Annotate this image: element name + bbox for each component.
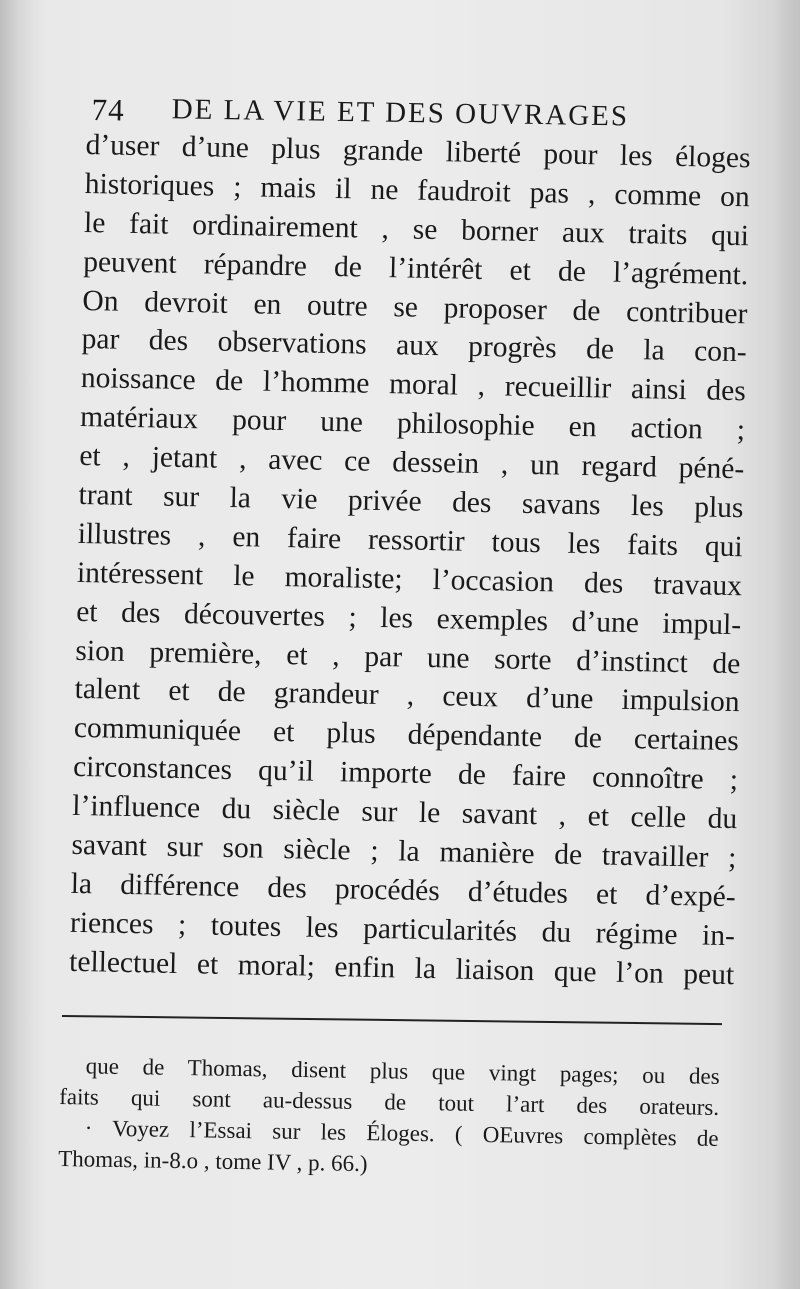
text-line: sion première, et , par une sorte d’instinct de [75, 634, 741, 680]
running-title: DE LA VIE ET DES OUVRAGES [171, 93, 630, 133]
text-line: riences ; toutes les particularités du régime in- [69, 906, 736, 952]
text-line: trant sur la vie privée des savans les plus [78, 478, 744, 525]
text-line: matériaux pour une philosophie en action ; [79, 401, 746, 447]
text-line: par des observations aux progrès de la con- [81, 323, 747, 369]
text-line: talent et de grandeur , ceux d’une impulsion [74, 673, 740, 719]
main-text-block [69, 126, 751, 995]
text-line: communiquée et plus dépendante de certaines [73, 712, 740, 758]
text-line: On devroit en outre se proposer de contribuer [82, 284, 748, 330]
footnote-line: Thomas, in-8.o , tome IV , p. 66.) [57, 1145, 368, 1177]
footnote-line: · Voyez l’Essai sur les Éloges. ( OEuvres complètes de [84, 1115, 719, 1151]
text-line: le fait ordinairement , se borner aux traits qui [83, 206, 750, 253]
text-line: intéressent le moraliste; l’occasion des travaux [76, 556, 743, 603]
footnote-line: que de Thomas, disent plus que vingt pages; ou des [85, 1053, 720, 1089]
text-line: tellectuel et moral; enfin la liaison que l’on peut [68, 945, 735, 991]
text-line: circonstances qu’il importe de faire connoître ; [72, 751, 739, 797]
page-gutter-shadow [0, 0, 34, 1289]
text-line: historiques ; mais il ne faudroit pas , comme on [84, 167, 751, 214]
text-line: l’influence du siècle sur le savant , et celle du [72, 790, 738, 836]
text-line: peuvent répandre de l’intérêt et de l’agrément. [82, 245, 749, 291]
page-number: 74 [91, 92, 125, 128]
text-line: la différence des procédés d’études et d’expé- [70, 867, 736, 914]
footnote-line: faits qui sont au-dessus de tout l’art des orateurs. [59, 1083, 720, 1120]
page-edge-shadow [774, 0, 800, 1289]
footnote-rule [62, 1015, 722, 1025]
text-line: d’user d’une plus grande liberté pour les éloges [85, 128, 751, 175]
footnotes-block [58, 1050, 720, 1185]
text-line: illustres , en faire ressortir tous les faits qui [77, 517, 744, 564]
text-line: et des découvertes ; les exemples d’une impul- [75, 595, 742, 641]
text-line: et , jetant , avec ce dessein , un regard péné- [79, 440, 745, 486]
text-line: noissance de l’homme moral , recueillir ainsi des [80, 362, 747, 408]
text-line: savant sur son siècle ; la manière de travailler ; [71, 828, 737, 875]
